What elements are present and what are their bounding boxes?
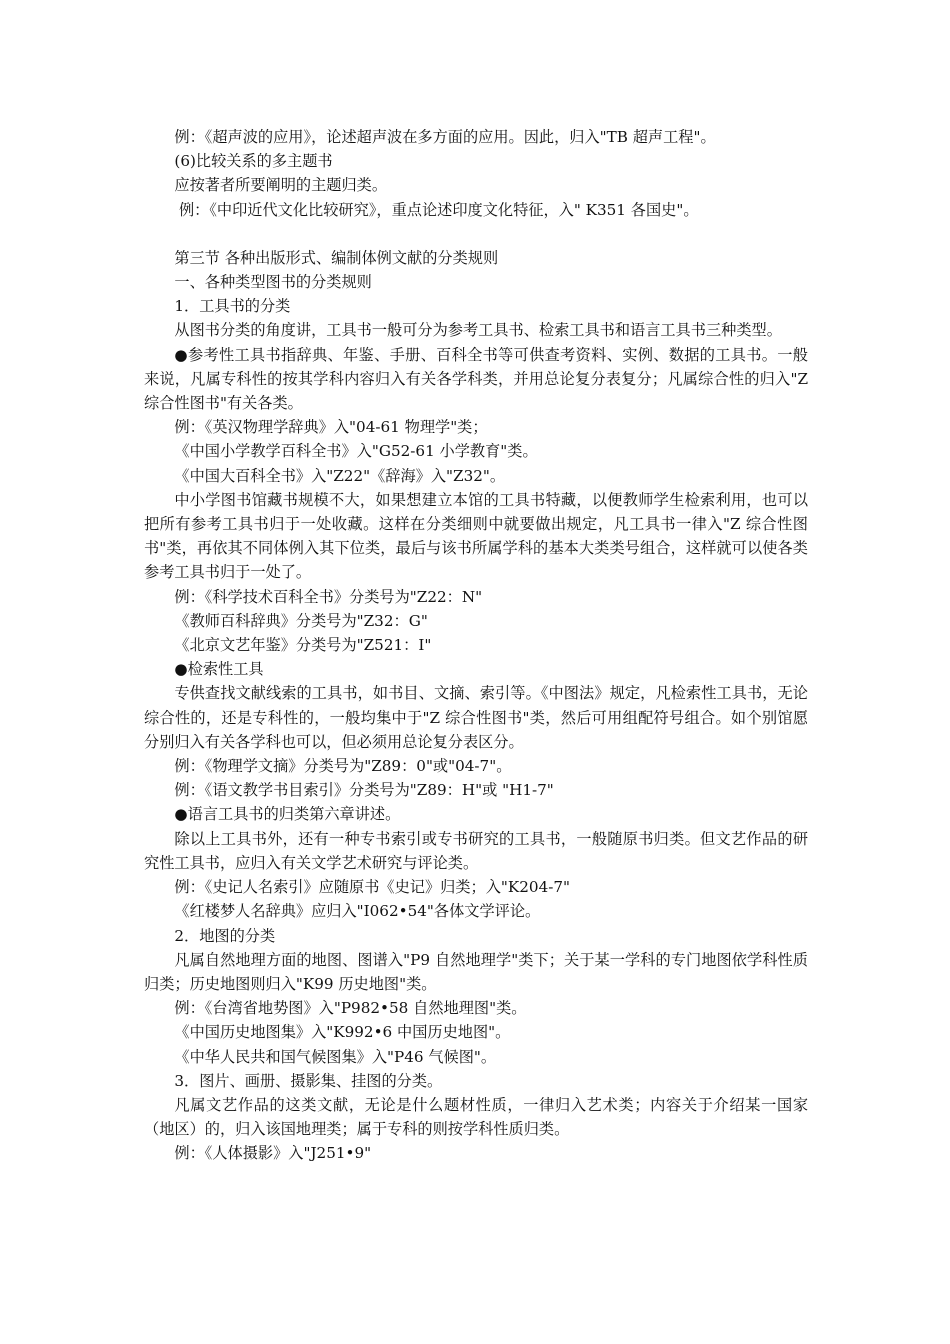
section-title-3: 第三节 各种出版形式、编制体例文献的分类规则 (174, 248, 499, 267)
paragraph-example-hongloumeng-dictionary: 《红楼梦人名辞典》应归入"I062•54"各体文学评论。 (174, 902, 541, 921)
heading-retrieval-tools: ●检索性工具 (174, 660, 264, 679)
paragraph-example-beijing-yearbook: 《北京文艺年鉴》分类号为"Z521：I" (174, 636, 432, 655)
paragraph-classify-by-author-theme: 应按著者所要阐明的主题归类。 (174, 176, 388, 195)
paragraph-example-chinese-encyclopedia: 《中国大百科全书》入"Z22"《辞海》入"Z32"。 (174, 466, 506, 485)
paragraph-example-human-photography: 例：《人体摄影》入"J251•9" (174, 1144, 372, 1163)
document-body (144, 125, 808, 1166)
paragraph-example-teacher-dictionary: 《教师百科辞典》分类号为"Z32：G" (174, 611, 428, 630)
paragraph-reference-tools: ●参考性工具书指辞典、年鉴、手册、百科全书等可供查考资料、实例、数据的工具书。一般来说，凡属专科性的按其学科内容归入有关各学科类，并用总论复分表复分；凡属综合性的归入"Z 综合性图书"有关各类。 (144, 345, 808, 413)
paragraph-example-physics-abstracts: 例：《物理学文摘》分类号为"Z89：0"或"04-7"。 (174, 757, 512, 776)
paragraph-example-physics-dictionary: 例：《英汉物理学辞典》入"04-61 物理学"类； (174, 418, 488, 437)
section-gap (144, 222, 808, 246)
heading-reference-books: 1．工具书的分类 (174, 297, 291, 316)
subsection-title-1: 一、各种类型图书的分类规则 (174, 273, 372, 292)
paragraph-pictures-rule: 凡属文艺作品的这类文献，无论是什么题材性质，一律归入艺术类；内容关于介绍某一国家（地区）的，归入该国地理类；属于专科的则按学科性质归类。 (144, 1095, 808, 1139)
paragraph-school-library-collection: 中小学图书馆藏书规模不大，如果想建立本馆的工具书特藏，以便教师学生检索利用，也可以把所有参考工具书归于一处收藏。这样在分类细则中就要做出规定，凡工具书一律入"Z 综合性图书"类，再依其不同体例入其下位类，最后与该书所属学科的基本大类类号组合，这样就可以使各类参考工具书归于一处了。 (144, 490, 808, 582)
paragraph-retrieval-tools: 专供查找文献线索的工具书，如书目、文摘、索引等。《中图法》规定，凡检索性工具书，无论综合性的，还是专科性的，一般均集中于"Z 综合性图书"类，然后可用组配符号组合。如个别馆愿分别归入有关各学科也可以，但必须用总论复分表区分。 (144, 684, 808, 751)
paragraph-example-taiwan-map: 例：《台湾省地势图》入"P982•58 自然地理图"类。 (174, 999, 527, 1018)
paragraph-book-index-tools: 除以上工具书外，还有一种专书索引或专书研究的工具书，一般随原书归类。但文艺作品的研究性工具书，应归入有关文学艺术研究与评论类。 (144, 829, 808, 872)
paragraph-example-shiji-index: 例：《史记人名索引》应随原书《史记》归类；入"K204-7" (174, 878, 571, 897)
paragraph-example-ultrasound: 例：《超声波的应用》，论述超声波在多方面的应用。因此，归入"TB 超声工程"。 (174, 128, 716, 146)
heading-pictures-albums: 3．图片、画册、摄影集、挂图的分类。 (174, 1071, 443, 1090)
heading-comparison-multi-subject: (6)比较关系的多主题书 (174, 152, 333, 171)
paragraph-example-history-atlas: 《中国历史地图集》入"K992•6 中国历史地图"。 (174, 1023, 511, 1042)
heading-maps: 2．地图的分类 (174, 926, 276, 945)
paragraph-example-science-encyclopedia: 例：《科学技术百科全书》分类号为"Z22：N" (174, 587, 483, 606)
paragraph-language-tools: ●语言工具书的归类第六章讲述。 (174, 805, 401, 824)
paragraph-reference-types: 从图书分类的角度讲，工具书一般可分为参考工具书、检索工具书和语言工具书三种类型。 (174, 321, 782, 340)
paragraph-example-sino-indian: 例：《中印近代文化比较研究》，重点论述印度文化特征，入" K351 各国史"。 (178, 200, 699, 219)
paragraph-maps-rule: 凡属自然地理方面的地图、图谱入"P9 自然地理学"类下；关于某一学科的专门地图依学科性质归类；历史地图则归入"K99 历史地图"类。 (144, 950, 808, 993)
paragraph-example-primary-encyclopedia: 《中国小学教学百科全书》入"G52-61 小学教育"类。 (174, 442, 538, 461)
paragraph-example-chinese-teaching-index: 例：《语文教学书目索引》分类号为"Z89：H"或 "H1-7" (174, 781, 554, 800)
paragraph-example-climate-atlas: 《中华人民共和国气候图集》入"P46 气候图"。 (174, 1047, 497, 1066)
